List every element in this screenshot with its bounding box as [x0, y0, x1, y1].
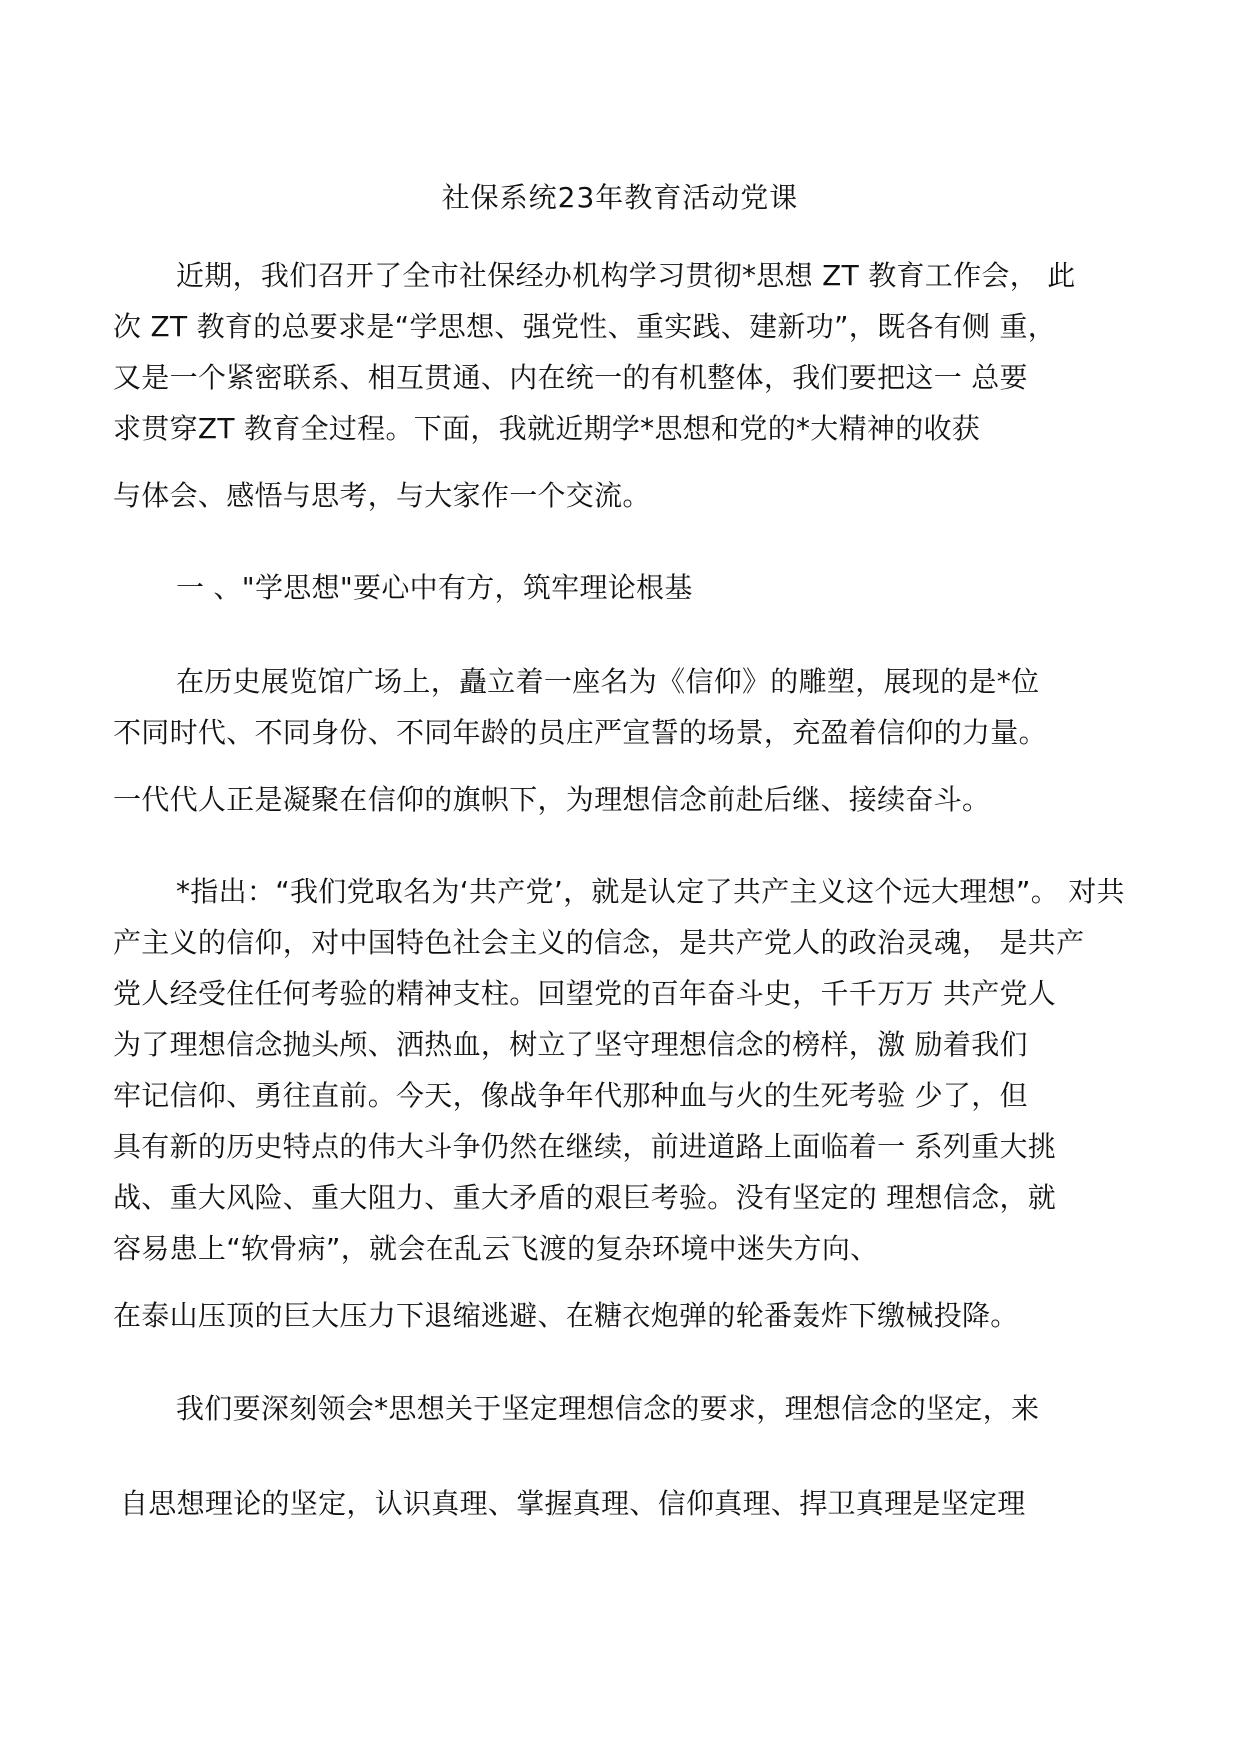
intro-line-3: 又是一个紧密联系、相互贯通、内在统一的有机整体，我们要把这一 总要 — [113, 361, 1028, 394]
intro-line-4: 求贯穿ZT 教育全过程。下面，我就近期学*思想和党的*大精神的收获 — [113, 412, 981, 445]
para3-line-1: 我们要深刻领会*思想关于坚定理想信念的要求，理想信念的坚定，来 — [176, 1392, 1040, 1425]
document-title: 社保系统23年教育活动党课 — [441, 181, 799, 214]
para2-line-2: 产主义的信仰，对中国特色社会主义的信念，是共产党人的政治灵魂， 是共产 — [113, 926, 1085, 959]
para2-line-8: 容易患上“软骨病”，就会在乱云飞渡的复杂环境中迷失方向、 — [113, 1232, 879, 1265]
para2-line-6: 具有新的历史特点的伟大斗争仍然在继续，前进道路上面临着一 系列重大挑 — [113, 1130, 1057, 1163]
intro-line-2: 次 ZT 教育的总要求是“学思想、强党性、重实践、建新功”，既各有侧 重， — [113, 310, 1057, 343]
para2-line-5: 牢记信仰、勇往直前。今天，像战争年代那种血与火的生死考验 少了，但 — [113, 1079, 1028, 1112]
intro-line-1: 近期，我们召开了全市社保经办机构学习贯彻*思想 ZT 教育工作会， 此 — [176, 259, 1076, 292]
para2-line-7: 战、重大风险、重大阻力、重大矛盾的艰巨考验。没有坚定的 理想信念，就 — [113, 1181, 1057, 1214]
intro-line-5: 与体会、感悟与思考，与大家作一个交流。 — [113, 479, 651, 512]
para2-line-4: 为了理想信念抛头颅、洒热血，树立了坚守理想信念的榜样，激 励着我们 — [113, 1028, 1028, 1061]
para1-line-2: 不同时代、不同身份、不同年龄的员庄严宣誓的场景，充盈着信仰的力量。 — [113, 716, 1047, 749]
para1-line-3: 一代代人正是凝聚在信仰的旗帜下，为理想信念前赴后继、接续奋斗。 — [113, 783, 991, 816]
para3-line-2: 自思想理论的坚定，认识真理、掌握真理、信仰真理、捍卫真理是坚定理 — [120, 1487, 1026, 1520]
section-heading: 一 、"学思想"要心中有方，筑牢理论根基 — [176, 571, 693, 604]
para1-line-1: 在历史展览馆广场上，矗立着一座名为《信仰》的雕塑，展现的是*位 — [176, 665, 1040, 698]
para2-line-9: 在泰山压顶的巨大压力下退缩逃避、在糖衣炮弹的轮番轰炸下缴械投降。 — [113, 1299, 1019, 1332]
para2-line-1: *指出：“我们党取名为‘共产党’，就是认定了共产主义这个远大理想”。 对共 — [176, 875, 1125, 908]
para2-line-3: 党人经受住任何考验的精神支柱。回望党的百年奋斗史，千千万万 共产党人 — [113, 977, 1057, 1010]
